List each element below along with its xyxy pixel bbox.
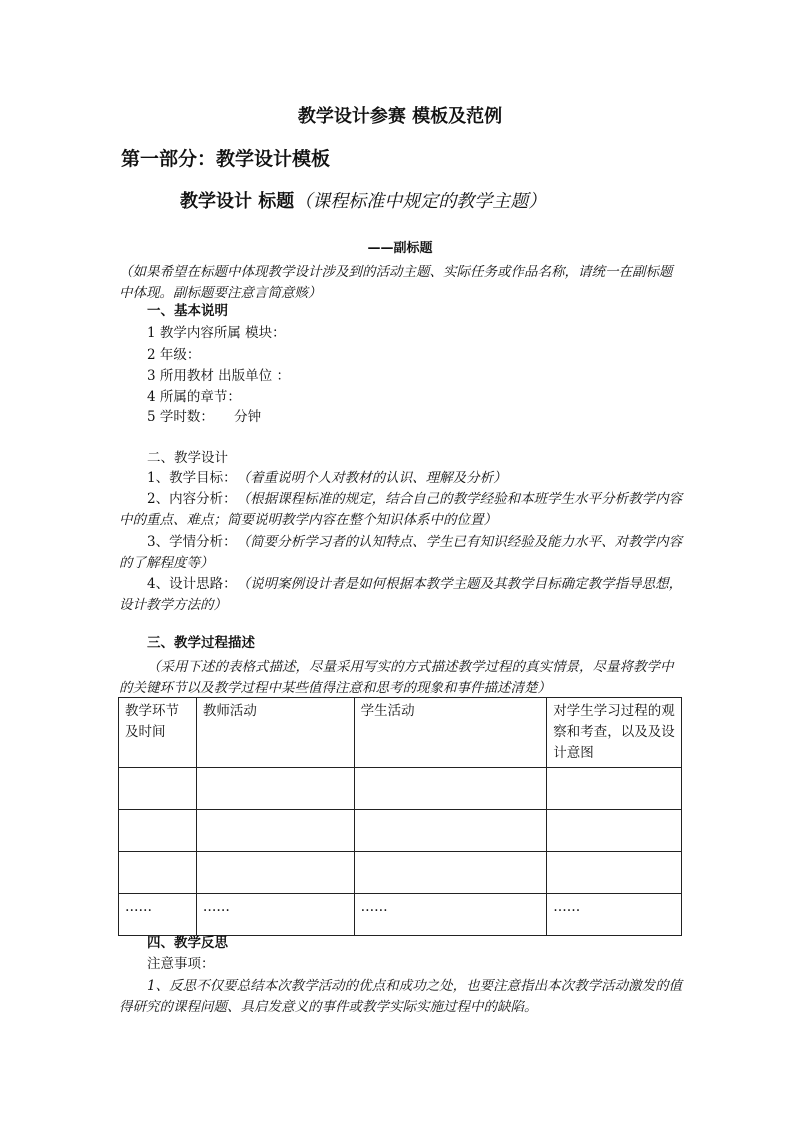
design-item-label: 2、内容分析：: [147, 491, 230, 507]
table-cell: [354, 810, 547, 852]
design-item-label: 3、学情分析：: [147, 534, 230, 550]
subtitle-note: （如果希望在标题中体现教学设计涉及到的活动主题、实际任务或作品名称，请统一在副标题中体现。副标题要注意言简意赅）: [119, 264, 673, 301]
section-design-heading: 二、教学设计: [147, 450, 228, 466]
table-cell: [547, 852, 682, 894]
design-item-label: 1、教学目标：: [147, 470, 230, 486]
table-cell: ……: [119, 894, 197, 936]
table-cell: [196, 852, 354, 894]
table-row: [119, 768, 682, 810]
part-one-title: 第一部分：教学设计模板: [121, 148, 331, 170]
document-title: 教学设计参赛 模板及范例: [297, 106, 503, 127]
process-table: [118, 697, 682, 936]
table-cell: [547, 810, 682, 852]
table-cell: [119, 768, 197, 810]
table-row: [119, 852, 682, 894]
table-row: [119, 894, 682, 936]
design-item-objectives: [119, 468, 684, 489]
table-cell: [196, 810, 354, 852]
basic-item-module: 1 教学内容所属 模块：: [147, 325, 286, 341]
table-cell: ……: [196, 894, 354, 936]
section-process-heading: 三、教学过程描述: [147, 635, 255, 651]
design-item-label: 4、设计思路：: [147, 576, 230, 592]
table-header-cell: 教学环节及时间: [119, 698, 197, 768]
table-cell: [354, 852, 547, 894]
design-title-main: 教学设计 标题: [180, 191, 295, 212]
design-title-note: （课程标准中规定的教学主题）: [294, 191, 547, 212]
subtitle: ——副标题: [367, 241, 433, 256]
table-header-cell: 对学生学习过程的观察和考查，以及及设计意图: [547, 698, 682, 768]
table-cell: [354, 768, 547, 810]
reflection-notice: 注意事项：: [147, 956, 215, 972]
design-item-content: [119, 489, 684, 530]
design-item-learners: [119, 532, 684, 573]
table-cell: ……: [354, 894, 547, 936]
table-cell: [119, 810, 197, 852]
design-item-note: （说明案例设计者是如何根据本教学主题及其教学目标确定教学指导思想，设计教学方法的）: [119, 576, 683, 613]
design-item-note: （根据课程标准的规定，结合自己的教学经验和本班学生水平分析教学内容中的重点、难点；简要说明教学内容在整个知识体系中的位置）: [119, 491, 683, 528]
design-item-approach: [119, 574, 684, 615]
section-reflection-heading: 四、教学反思: [147, 935, 228, 951]
design-item-note: （简要分析学习者的认知特点、学生已有知识经验及能力水平、对教学内容的了解程度等）: [119, 534, 683, 571]
table-header-cell: 教师活动: [196, 698, 354, 768]
design-title: [180, 193, 546, 211]
table-cell: [547, 768, 682, 810]
section-basic-heading: 一、基本说明: [147, 303, 228, 319]
basic-item-chapter: 4 所属的章节：: [147, 389, 241, 405]
design-item-note: （着重说明个人对教材的认识、理解及分析）: [243, 470, 507, 486]
basic-item-grade: 2 年级：: [147, 347, 201, 363]
table-cell: [196, 768, 354, 810]
table-cell: [119, 852, 197, 894]
table-header-row: [119, 698, 682, 768]
table-row: [119, 810, 682, 852]
table-header-cell: 学生活动: [354, 698, 547, 768]
basic-item-hours: 5 学时数： 分钟: [147, 409, 262, 425]
basic-item-textbook: 3 所用教材 出版单位 ：: [147, 368, 290, 384]
table-cell: ……: [547, 894, 682, 936]
process-note: （采用下述的表格式描述，尽量采用写实的方式描述教学过程的真实情景，尽量将教学中的关键环节以及教学过程中某些值得注意和思考的现象和事件描述清楚）: [119, 659, 674, 696]
reflection-item-1: 1、反思不仅要总结本次教学活动的优点和成功之处，也要注意指出本次教学活动激发的值得研究的课程问题、具启发意义的事件或教学实际实施过程中的缺陷。: [119, 978, 683, 1015]
